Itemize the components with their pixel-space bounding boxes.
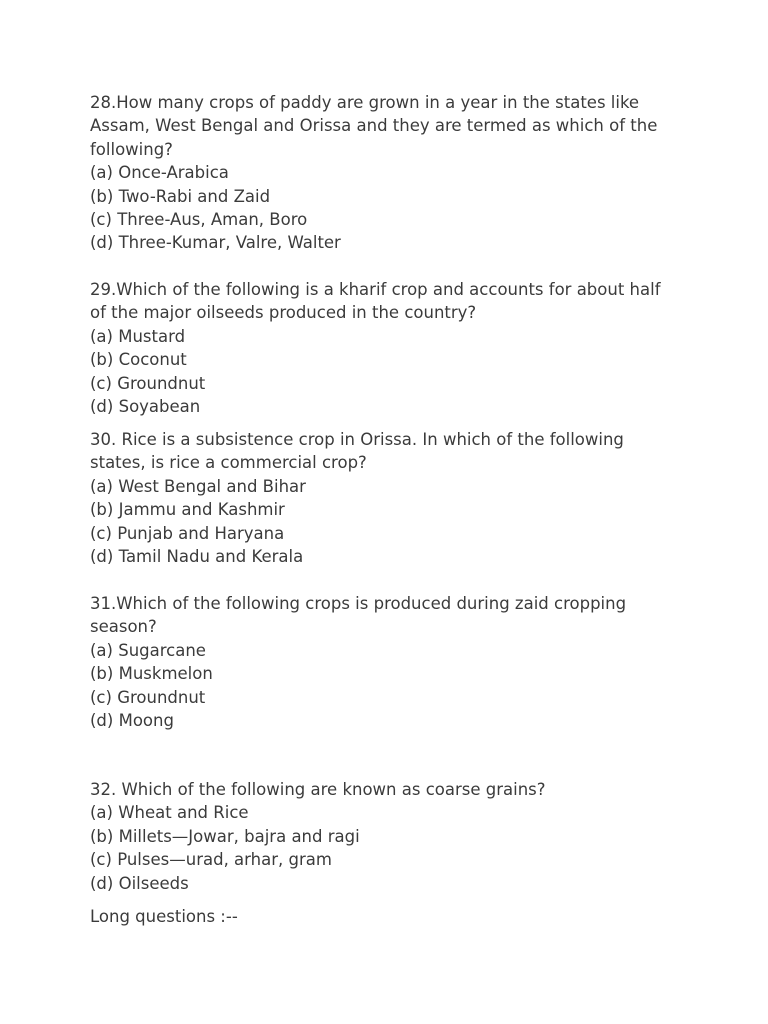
question-text: 28.How many crops of paddy are grown in a year in the states like <box>90 93 640 112</box>
question-30 <box>90 428 690 568</box>
question-text: 30. Rice is a subsistence crop in Orissa. In which of the following <box>90 430 624 449</box>
section-heading: Long questions :-- <box>90 907 238 926</box>
option-c: (c) Three-Aus, Aman, Boro <box>90 210 308 230</box>
long-questions-heading-block <box>90 905 690 928</box>
question-text: season? <box>90 617 157 637</box>
question-text: 29.Which of the following is a kharif crop and accounts for about half <box>90 280 661 299</box>
option-d: (d) Moong <box>90 711 174 731</box>
question-31 <box>90 592 690 732</box>
question-28 <box>90 91 690 255</box>
question-text: states, is rice a commercial crop? <box>90 453 367 473</box>
option-b: (b) Jammu and Kashmir <box>90 500 285 520</box>
question-29 <box>90 278 690 418</box>
option-d: (d) Soyabean <box>90 397 201 417</box>
option-a: (a) Sugarcane <box>90 640 206 660</box>
option-d: (d) Tamil Nadu and Kerala <box>90 547 304 567</box>
question-text: 32. Which of the following are known as coarse grains? <box>90 780 546 799</box>
option-a: (a) Mustard <box>90 326 186 346</box>
option-c: (c) Groundnut <box>90 373 206 393</box>
question-32 <box>90 778 690 895</box>
option-d: (d) Three-Kumar, Valre, Walter <box>90 233 341 253</box>
question-text: following? <box>90 139 173 159</box>
option-d: (d) Oilseeds <box>90 873 189 893</box>
question-text: 31.Which of the following crops is produced during zaid cropping <box>90 594 627 613</box>
option-b: (b) Muskmelon <box>90 664 213 684</box>
question-text: Assam, West Bengal and Orissa and they are termed as which of the <box>90 116 658 136</box>
option-b: (b) Millets—Jowar, bajra and ragi <box>90 826 360 846</box>
option-a: (a) Once-Arabica <box>90 163 229 183</box>
option-a: (a) West Bengal and Bihar <box>90 476 306 496</box>
option-a: (a) Wheat and Rice <box>90 803 249 823</box>
option-b: (b) Coconut <box>90 350 187 370</box>
option-b: (b) Two-Rabi and Zaid <box>90 186 271 206</box>
question-text: of the major oilseeds produced in the country? <box>90 303 477 323</box>
option-c: (c) Pulses—urad, arhar, gram <box>90 850 332 870</box>
option-c: (c) Groundnut <box>90 687 206 707</box>
option-c: (c) Punjab and Haryana <box>90 523 285 543</box>
